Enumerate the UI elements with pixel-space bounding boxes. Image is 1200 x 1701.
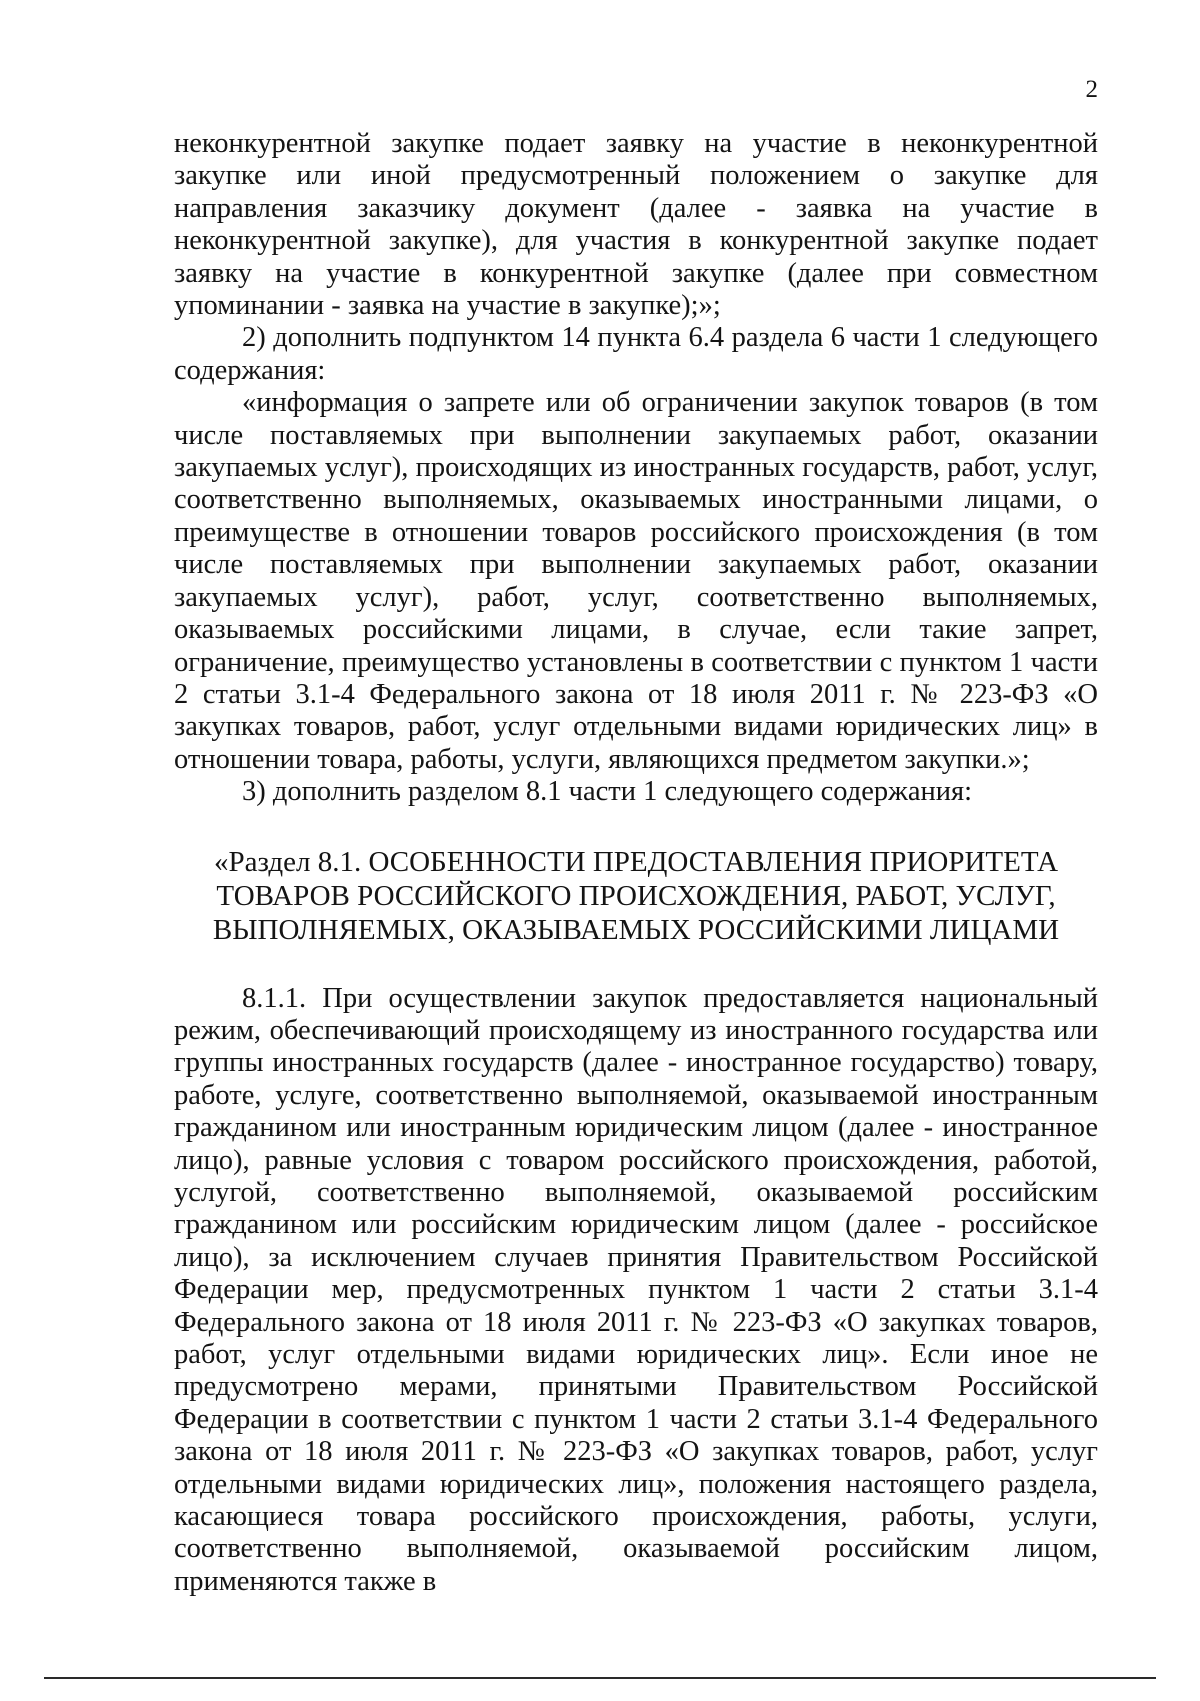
section-heading xyxy=(174,845,1098,947)
paragraph-quoted-information: «информация о запрете или об ограничении закупок товаров (в том числе поставляемых при выполнении закупаемых работ, оказании закупаемых услуг), происходящих из иностранных государств, работ, услуг, соответственно выполняемых, оказываемых иностранными лицами, о преимуществе в отношении товаров российского происхождения (в том числе поставляемых при выполнении закупаемых работ, оказании закупаемых услуг), работ, услуг, соответственно выполняемых, оказываемых российскими лицами, в случае, если такие запрет, ограничение, преимущество установлены в соответствии с пунктом 1 части 2 статьи 3.1-4 Федерального закона от 18 июля 2011 г. № 223-ФЗ «О закупках товаров, работ, услуг отдельными видами юридических лиц» в отношении товара, работы, услуги, являющихся предметом закупки.»; xyxy=(174,387,1098,775)
paragraph-continuation: неконкурентной закупке подает заявку на участие в неконкурентной закупке или иной предусмотренный положением о закупке для направления заказчику документ (далее - заявка на участие в неконкурентной закупке), для участия в конкурентной закупке подает заявку на участие в конкурентной закупке (далее при совместном упоминании - заявка на участие в закупке);»; xyxy=(174,128,1098,322)
paragraph-item-2: 2) дополнить подпунктом 14 пункта 6.4 раздела 6 части 1 следующего содержания: xyxy=(174,322,1098,386)
footer-rule xyxy=(44,1677,1156,1679)
section-heading-line: ТОВАРОВ РОССИЙСКОГО ПРОИСХОЖДЕНИЯ, РАБОТ, УСЛУГ, xyxy=(216,879,1056,912)
page-number: 2 xyxy=(1085,76,1098,103)
paragraph-8-1-1: 8.1.1. При осуществлении закупок предоставляется национальный режим, обеспечивающий происходящему из иностранного государства или группы иностранных государств (далее - иностранное государство) товару, работе, услуге, соответственно выполняемой, оказываемой иностранным гражданином или иностранным юридическим лицом (далее - иностранное лицо), равные условия с товаром российского происхождения, работой, услугой, соответственно выполняемой, оказываемой российским гражданином или российским юридическим лицом (далее - российское лицо), за исключением случаев принятия Правительством Российской Федерации мер, предусмотренных пунктом 1 части 2 статьи 3.1-4 Федерального закона от 18 июля 2011 г. № 223-ФЗ «О закупках товаров, работ, услуг отдельными видами юридических лиц». Если иное не предусмотрено мерами, принятыми Правительством Российской Федерации в соответствии с пунктом 1 части 2 статьи 3.1-4 Федерального закона от 18 июля 2011 г. № 223-ФЗ «О закупках товаров, работ, услуг отдельными видами юридических лиц», положения настоящего раздела, касающиеся товара российского происхождения, работы, услуги, соответственно выполняемой, оказываемой российским лицом, применяются также в xyxy=(174,982,1098,1597)
section-heading-line: «Раздел 8.1. ОСОБЕННОСТИ ПРЕДОСТАВЛЕНИЯ ПРИОРИТЕТА xyxy=(213,845,1059,878)
section-heading-line: ВЫПОЛНЯЕМЫХ, ОКАЗЫВАЕМЫХ РОССИЙСКИМИ ЛИЦАМИ xyxy=(212,913,1060,946)
paragraph-item-3: 3) дополнить разделом 8.1 части 1 следующего содержания: xyxy=(242,776,973,808)
document-body xyxy=(174,128,1098,1598)
